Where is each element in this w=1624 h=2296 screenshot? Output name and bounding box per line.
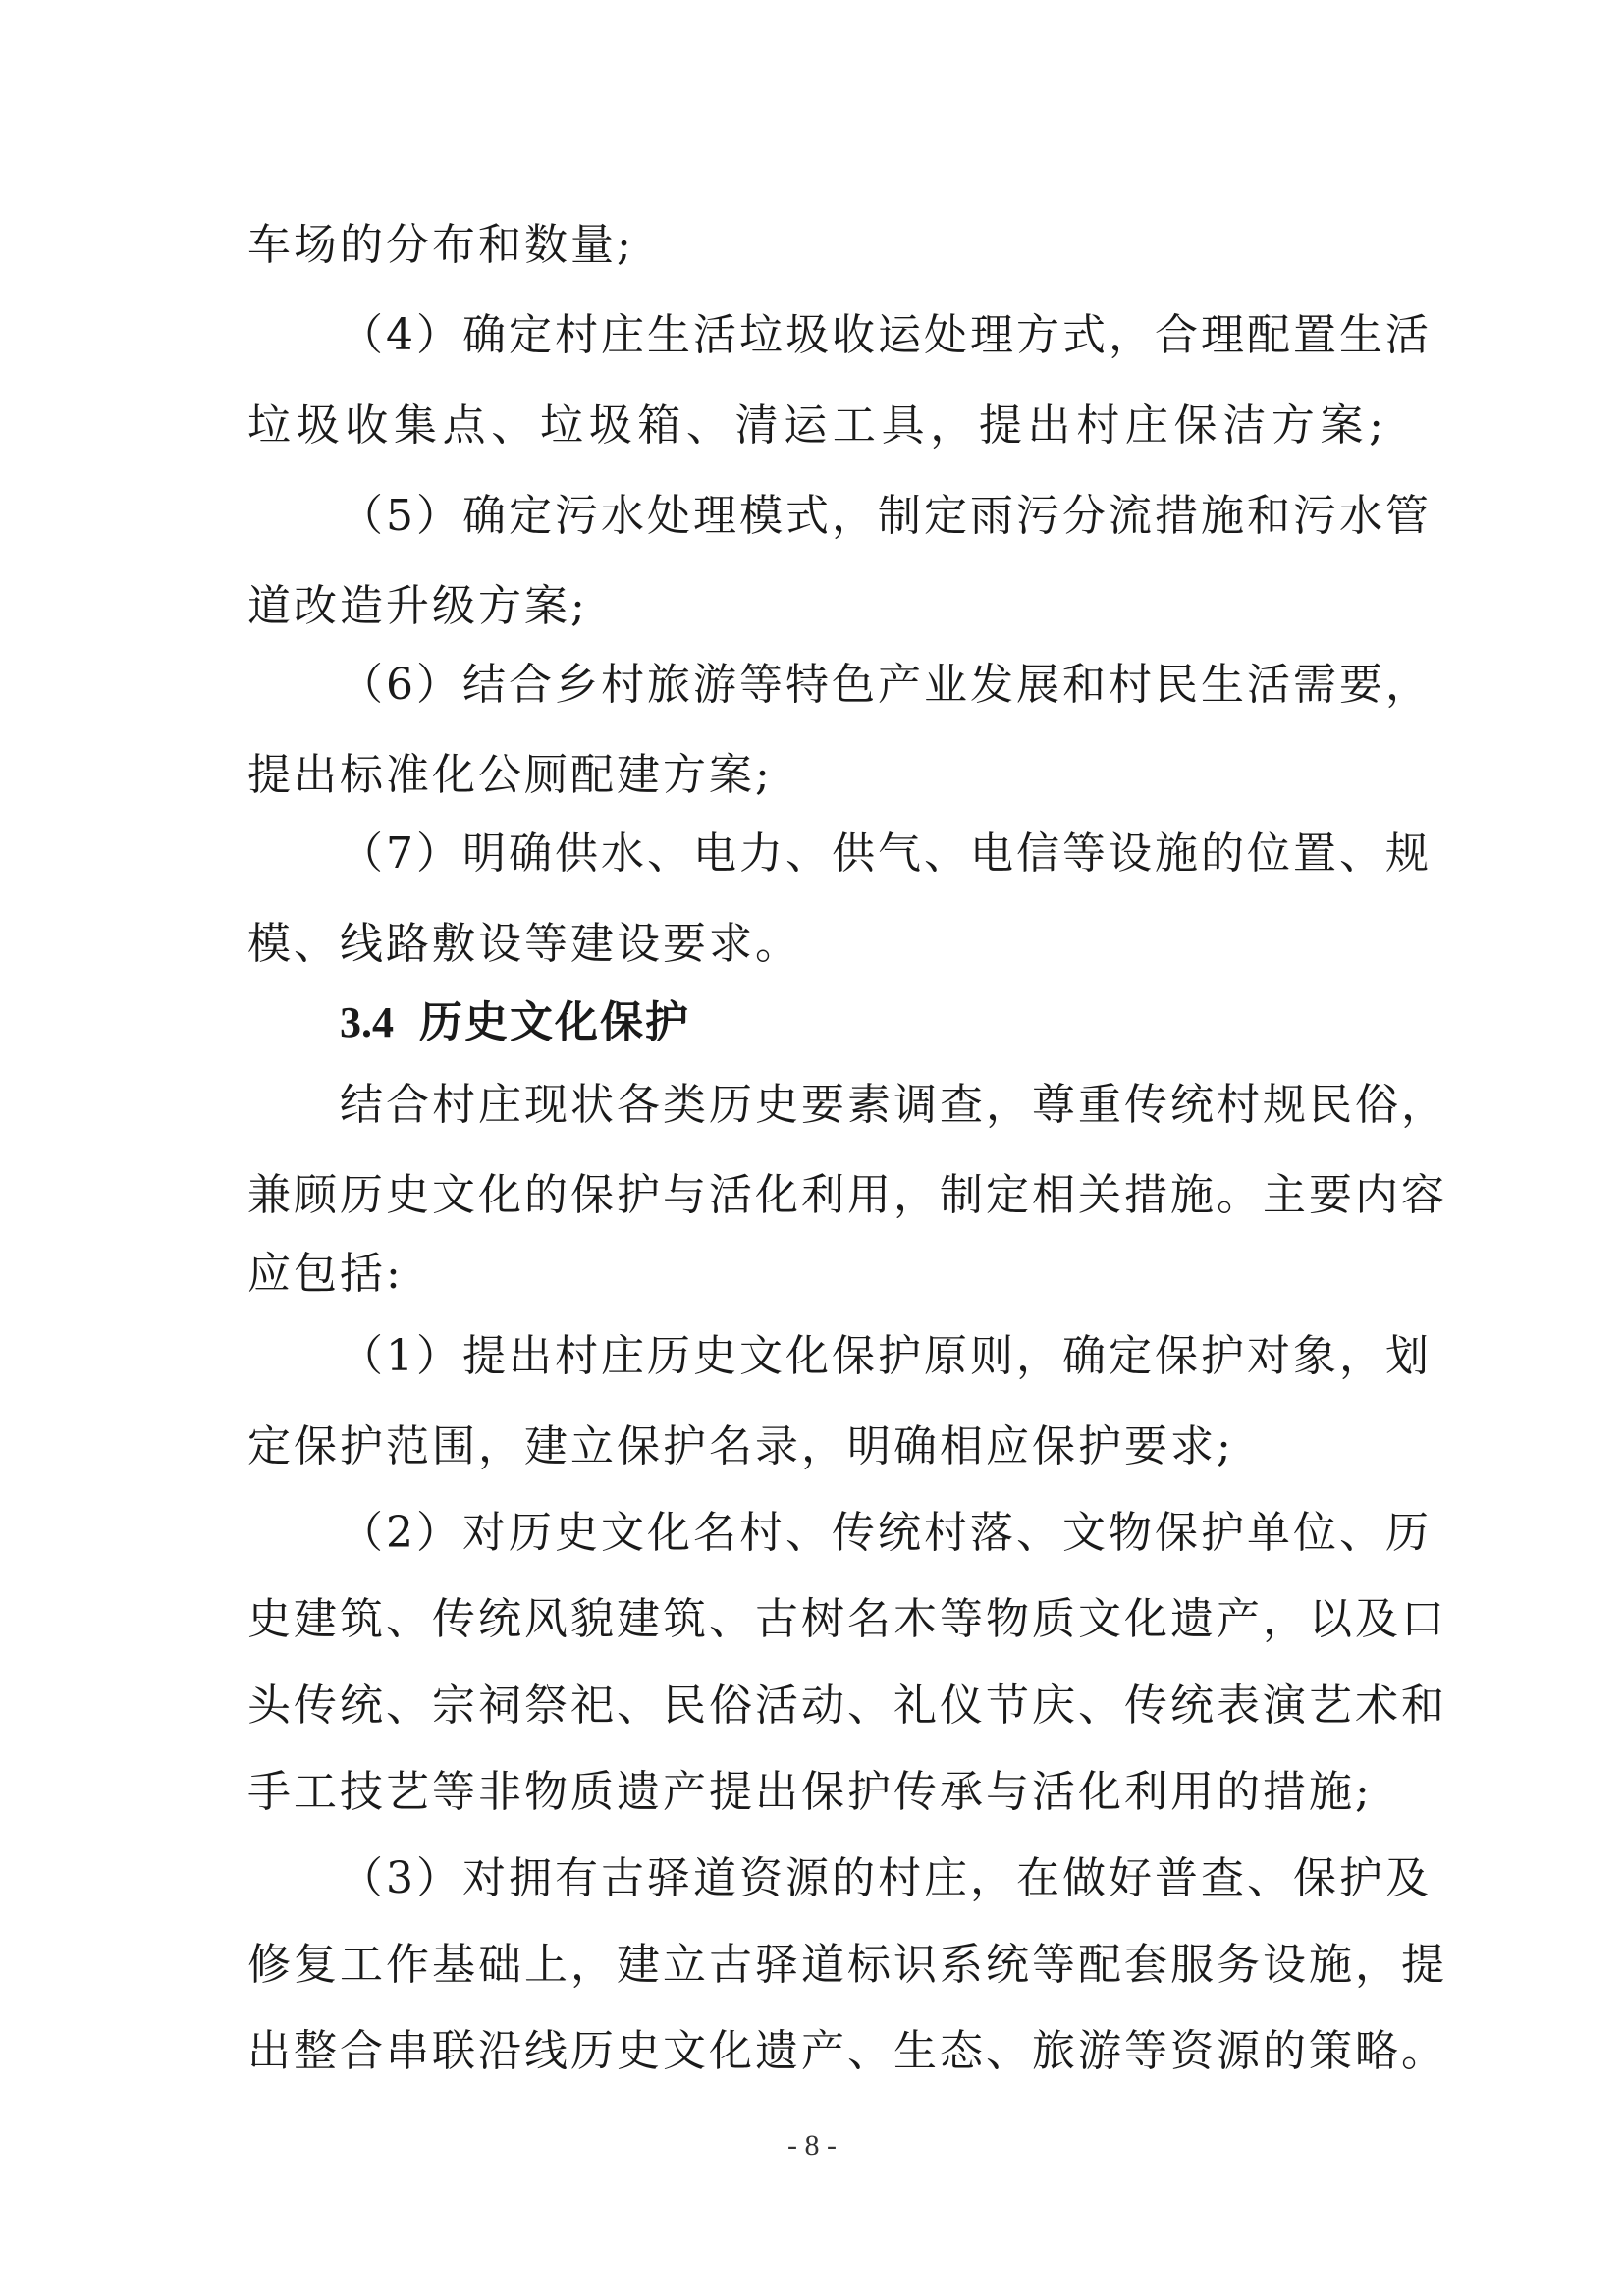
paragraph-line: （3）对拥有古驿道资源的村庄，在做好普查、保护及 xyxy=(340,1853,1432,1903)
paragraph-line: （1）提出村庄历史文化保护原则，确定保护对象，划 xyxy=(340,1331,1432,1381)
paragraph-line: 修复工作基础上，建立古驿道标识系统等配套服务设施，提 xyxy=(247,1940,1447,1990)
paragraph-line: 结合村庄现状各类历史要素调查，尊重传统村规民俗， xyxy=(340,1080,1447,1130)
paragraph-line: 模、线路敷设等建设要求。 xyxy=(247,919,801,969)
paragraph-line: 提出标准化公厕配建方案; xyxy=(247,750,773,800)
paragraph-line: （4）确定村庄生活垃圾收运处理方式，合理配置生活 xyxy=(340,310,1432,360)
paragraph-line: 垃圾收集点、垃圾箱、清运工具，提出村庄保洁方案; xyxy=(247,400,1386,451)
paragraph-line: （2）对历史文化名村、传统村落、文物保护单位、历 xyxy=(340,1508,1432,1558)
paragraph-line: 手工技艺等非物质遗产提出保护传承与活化利用的措施; xyxy=(247,1767,1373,1817)
paragraph-line: 头传统、宗祠祭祀、民俗活动、礼仪节庆、传统表演艺术和 xyxy=(247,1681,1447,1731)
paragraph-line: 出整合串联沿线历史文化遗产、生态、旅游等资源的策略。 xyxy=(247,2026,1447,2076)
paragraph-line: （5）确定污水处理模式，制定雨污分流措施和污水管 xyxy=(340,491,1432,541)
section-number: 3.4 xyxy=(340,998,394,1046)
paragraph-line: （7）明确供水、电力、供气、电信等设施的位置、规 xyxy=(340,828,1432,879)
paragraph-line: 史建筑、传统风貌建筑、古树名木等物质文化遗产，以及口 xyxy=(247,1594,1447,1644)
paragraph-line: 车场的分布和数量; xyxy=(247,220,634,270)
section-title: 历史文化保护 xyxy=(419,997,690,1047)
paragraph-line: 应包括: xyxy=(247,1249,404,1299)
paragraph-line: 兼顾历史文化的保护与活化利用，制定相关措施。主要内容 xyxy=(247,1170,1447,1220)
paragraph-line: 道改造升级方案; xyxy=(247,581,588,631)
section-heading xyxy=(340,993,690,1052)
paragraph-line: （6）结合乡村旅游等特色产业发展和村民生活需要， xyxy=(340,660,1432,710)
paragraph-line: 定保护范围，建立保护名录，明确相应保护要求; xyxy=(247,1421,1234,1471)
page-number: - 8 - xyxy=(787,2129,837,2162)
